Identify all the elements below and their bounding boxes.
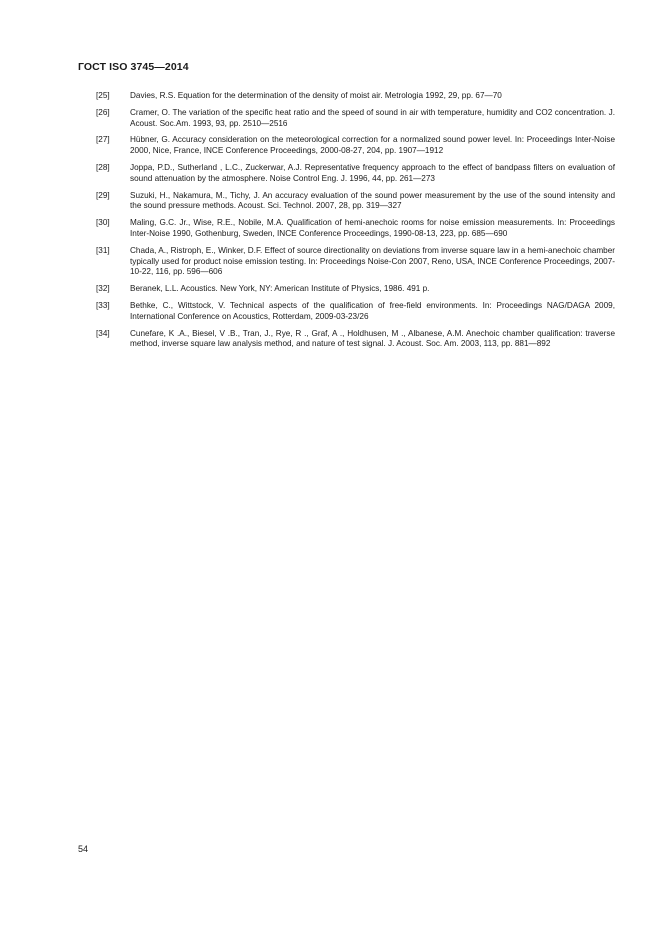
reference-text: Joppa, P.D., Sutherland , L.C., Zuckerwar, A.J. Representative frequency approach to the effect of bandpass filters on evaluation of sound attenuation by the atmosphere. Noise Control Eng. J. 1996, 44, pp. 261—273 [130,163,615,183]
reference-text: Chada, A., Ristroph, E., Winker, D.F. Effect of source directionality on deviations from inverse square law in a hemi-anechoic chamber typically used for product noise emission testing. In: Proceedings Noise-Con 2007, Reno, USA, INCE Conference Proceedings, 2007-10-22, 116, pp. 596—606 [130,245,615,277]
reference-item [96,301,615,322]
reference-text: Cramer, O. The variation of the specific heat ratio and the speed of sound in air with temperature, humidity and CO2 concentration. J. Acoust. Soc.Am. 1993, 93, pp. 2510—2516 [130,107,615,128]
reference-item [96,91,615,102]
page-number: 54 [78,844,89,854]
reference-item [96,329,615,350]
reference-item [96,191,615,212]
reference-number: [33] [96,301,110,311]
reference-number: [31] [96,245,110,255]
reference-item [96,246,615,278]
reference-number: [32] [96,284,110,294]
reference-item [96,284,615,295]
reference-number: [27] [96,135,110,145]
reference-text: Davies, R.S. Equation for the determination of the density of moist air. Metrologia 1992, 29, pp. 67—70 [130,91,502,100]
reference-text: Beranek, L.L. Acoustics. New York, NY: American Institute of Physics, 1986. 491 p. [130,284,430,294]
reference-number: [29] [96,190,110,200]
reference-number: [34] [96,328,110,338]
reference-item [96,218,615,239]
reference-item [96,135,615,156]
reference-text: Hübner, G. Accuracy consideration on the meteorological correction for a normalized sound power level. In: Proceedings Inter-Noise 2000, Nice, France, INCE Conference Proceedings, 2000-08-27, 204, pp. 1907—1912 [130,135,615,156]
reference-number: [30] [96,218,110,228]
reference-text: Maling, G.C. Jr., Wise, R.E., Nobile, M.A. Qualification of hemi-anechoic rooms for noise emission measurements. In: Proceedings Inter-Noise 1990, Gothenburg, Sweden, INCE Conference Proceedings, 1990-08-13, 223, pp. 685—690 [130,218,615,238]
bibliography-list [96,91,615,356]
reference-text: Bethke, C., Wittstock, V. Technical aspects of the qualification of free-field environments. In: Proceedings NAG/DAGA 2009, International Conference on Acoustics, Rotterdam, 2009-03-23/26 [130,301,615,321]
reference-item [96,163,615,184]
reference-number: [25] [96,91,110,100]
reference-text: Cunefare, K .A., Biesel, V .B., Tran, J., Rye, R ., Graf, A ., Holdhusen, M ., Albanese, A.M. Anechoic chamber qualification: traverse method, inverse square law analysis method, and nature of test signal. J. Acoust. Soc. Am. 2003, 113, pp. 881—892 [130,328,615,349]
reference-text: Suzuki, H., Nakamura, M., Tichy, J. An accuracy evaluation of the sound power measurement by the use of the sound intensity and the sound pressure methods. Acoust. Sci. Technol. 2007, 28, pp. 319—327 [130,190,615,211]
document-header: ГОСТ ISO 3745—2014 [78,61,189,73]
reference-item [96,108,615,129]
reference-number: [26] [96,107,110,117]
reference-number: [28] [96,163,110,173]
